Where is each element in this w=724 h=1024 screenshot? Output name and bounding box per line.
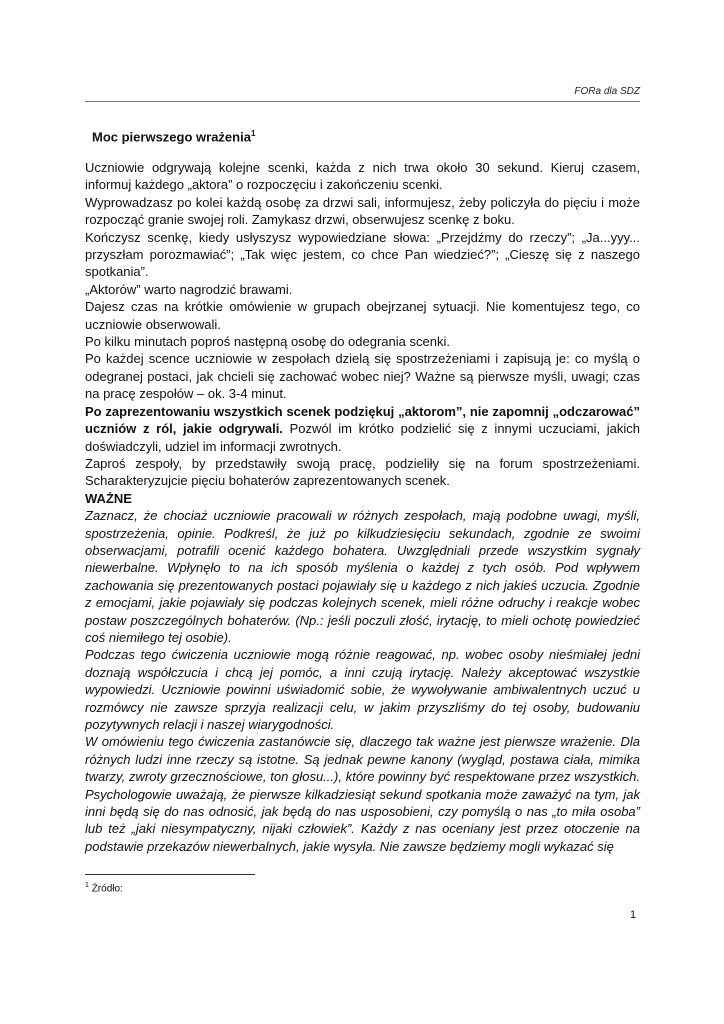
paragraph-bold-lead [85, 403, 640, 455]
paragraph: Zaproś zespoły, by przedstawiły swoją pracę, podzieliły się na forum spostrzeżeniami. Scharakteryzujcie pięciu bohaterów zaprezentowanych scenek. [85, 455, 640, 489]
footnote [85, 882, 123, 894]
italic-paragraph: Podczas tego ćwiczenia uczniowie mogą różnie reagować, np. wobec osoby nieśmiałej jedni doznają współczucia i chcą jej pomóc, a inni czują irytację. Należy akceptować wszystkie wypowiedzi. Uczniowie powinni uświadomić sobie, że wywoływanie ambiwalentnych uczuć u rozmówcy nie zawsze sprzyja realizacji celu, w jakim przyszliśmy do tej osoby, budowaniu pozytywnych relacji i naszej wiarygodności. [85, 647, 640, 732]
section-title [92, 129, 255, 144]
paragraph: „Aktorów” warto nagrodzić brawami. [85, 281, 293, 297]
document-body [85, 159, 640, 855]
bold-instruction: Po zaprezentowaniu wszystkich scenek podziękuj „aktorom”, nie zapomnij „odczarować” uczniów z ról, jakie odgrywali. [85, 403, 640, 437]
footnote-divider [85, 874, 255, 875]
italic-paragraph: Zaznacz, że chociaż uczniowie pracowali w różnych zespołach, mają podobne uwagi, myśli, spostrzeżenia, opinie. Podkreśl, że już po kilkudziesięciu sekundach, zgodnie ze swoimi obserwacjami, potrafili ocenić każdego bohatera. Uwzględniali przede wszystkim sygnały niewerbalne. Wpłynęło to na ich sposób myślenia o każdej z tych osób. Pod wpływem zachowania się prezentowanych postaci pojawiały się u każdego z nich jakieś uczucia. Zgodnie z emocjami, jakie pojawiały się podczas kolejnych scenek, mieli różne odruchy i reakcje wobec postaw poszczególnych bohaterów. (Np.: jeśli poczuli złość, irytację, to mieli ochotę powiedzieć coś niemiłego tej osobie). [85, 508, 640, 645]
paragraph: Wyprowadzasz po kolei każdą osobę za drzwi sali, informujesz, żeby policzyła do pięciu i może rozpocząć granie swojej roli. Zamykasz drzwi, obserwujesz scenkę z boku. [85, 194, 640, 228]
paragraph: Dajesz czas na krótkie omówienie w grupach obejrzanej sytuacji. Nie komentujesz tego, co uczniowie obserwowali. [85, 299, 640, 332]
footnote-text: Źródło: [91, 883, 123, 895]
section-title-text: Moc pierwszego wrażenia [92, 129, 251, 145]
paragraph: Uczniowie odgrywają kolejne scenki, każda z nich trwa około 30 sekund. Kieruj czasem, informuj każdego „aktora” o rozpoczęciu i zakończeniu scenki. [85, 160, 640, 193]
italic-paragraph: W omówieniu tego ćwiczenia zastanówcie się, dlaczego tak ważne jest pierwsze wrażenie. Dla różnych ludzi inne rzeczy są istotne. Są jednak pewne kanony (wygląd, postawa ciała, mimika twarzy, zwroty grzecznościowe, ton głosu...), które powinny być respektowane przez wszystkich. Psychologowie uważają, że pierwsze kilkadziesiąt sekund spotkania może zaważyć na tym, jak inni będą się do nas odnosić, jak będą do nas usposobieni, czy pomyślą o nas „to miła osoba” lub też „jaki niesympatyczny, nijaki człowiek”. Każdy z nas oceniany jest przez otoczenie na podstawie przekazów niewerbalnych, jakie wysyła. Nie zawsze będziemy mogli wykazać się [85, 734, 640, 854]
running-header: FORa dla SDZ [574, 86, 640, 97]
paragraph: Kończysz scenkę, kiedy usłyszysz wypowiedziane słowa: „Przejdźmy do rzeczy”; „Ja...yyy... przyszłam porozmawiać”; „Tak więc jestem, co chce Pan wiedzieć?”; „Cieszę się z naszego spotkania”. [85, 229, 640, 280]
paragraph: Po kilku minutach poproś następną osobę do odegrania scenki. [85, 334, 450, 350]
footnote-number: 1 [85, 882, 89, 889]
paragraph: Po każdej scence uczniowie w zespołach dzielą się spostrzeżeniami i zapisują je: co myślą o odegranej postaci, jak chcieli się zachować wobec niej? Ważne są pierwsze myśli, uwagi; czas na pracę zespołów – ok. 3-4 minut. [85, 351, 640, 402]
important-label: WAŻNE [85, 490, 132, 506]
header-divider [85, 101, 640, 102]
instruction-continuation: Pozwól im krótko podzielić się z innymi uczuciami, jakich doświadczyli, udziel im informacji zwrotnych. [85, 421, 640, 454]
footnote-reference: 1 [250, 129, 256, 138]
page-number: 1 [630, 909, 637, 921]
